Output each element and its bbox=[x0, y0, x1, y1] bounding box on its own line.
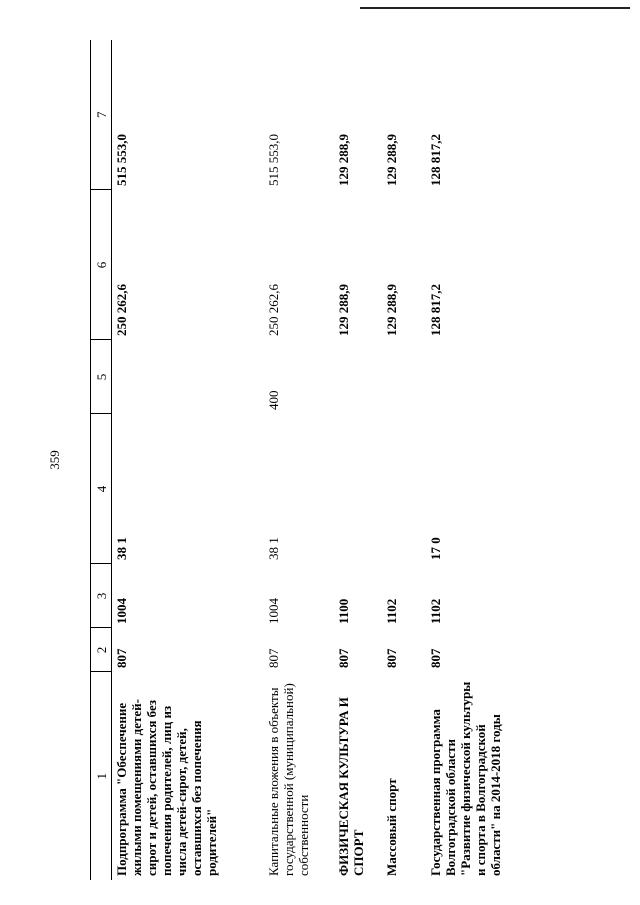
row-name: Государственная программа Волгоградской области "Развитие физической культуры и спорта в Волгоградской области" на 2014-2018 годы bbox=[428, 681, 503, 876]
row-name: ФИЗИЧЕСКАЯ КУЛЬТУРА И СПОРТ bbox=[336, 697, 366, 876]
cell-c6: 250 262,6 bbox=[114, 284, 129, 336]
header-row bbox=[91, 40, 112, 880]
row-name: Массовый спорт bbox=[384, 778, 399, 876]
budget-table bbox=[90, 40, 538, 880]
cell-c5 bbox=[336, 340, 384, 414]
row-name: Капитальные вложения в объекты государственной (муниципальной) собственности bbox=[266, 683, 311, 876]
table-row bbox=[428, 40, 538, 880]
header-col-1: 1 bbox=[91, 672, 112, 880]
cell-c7: 515 553,0 bbox=[114, 134, 129, 186]
cell-c4 bbox=[384, 414, 428, 564]
header-col-6: 6 bbox=[91, 190, 112, 340]
cell-c2: 807 bbox=[428, 648, 443, 668]
table-row bbox=[112, 40, 265, 880]
cell-c5 bbox=[112, 340, 265, 414]
header-col-3: 3 bbox=[91, 564, 112, 628]
cell-c4: 17 0 bbox=[428, 537, 443, 560]
table-row bbox=[384, 40, 428, 880]
header-col-7: 7 bbox=[91, 40, 112, 190]
header-col-4: 4 bbox=[91, 414, 112, 564]
cell-c2: 807 bbox=[266, 648, 281, 668]
cell-c4: 38 1 bbox=[266, 537, 281, 560]
cell-c3: 1100 bbox=[336, 598, 351, 624]
table-row bbox=[264, 40, 336, 880]
cell-c5 bbox=[428, 340, 538, 414]
cell-c7: 515 553,0 bbox=[266, 134, 281, 186]
cell-c3: 1102 bbox=[428, 598, 443, 624]
table-row bbox=[336, 40, 384, 880]
cell-c4: 38 1 bbox=[114, 537, 129, 560]
header-col-5: 5 bbox=[91, 340, 112, 414]
cell-c3: 1004 bbox=[266, 598, 281, 624]
cell-c6: 129 288,9 bbox=[336, 284, 351, 336]
cell-c3: 1004 bbox=[114, 598, 129, 624]
cell-c2: 807 bbox=[384, 648, 399, 668]
cell-c5: 400 bbox=[266, 390, 281, 410]
page-number: 359 bbox=[47, 450, 62, 470]
rotated-table-sheet bbox=[90, 40, 550, 880]
cell-c4 bbox=[336, 414, 384, 564]
cell-c7: 128 817,2 bbox=[428, 134, 443, 186]
cell-c2: 807 bbox=[336, 648, 351, 668]
cell-c7: 129 288,9 bbox=[384, 134, 399, 186]
cell-c6: 128 817,2 bbox=[428, 284, 443, 336]
header-col-2: 2 bbox=[91, 628, 112, 672]
cell-c2: 807 bbox=[114, 648, 129, 668]
cell-c6: 250 262,6 bbox=[266, 284, 281, 336]
cell-c5 bbox=[384, 340, 428, 414]
cell-c3: 1102 bbox=[384, 598, 399, 624]
cell-c7: 129 288,9 bbox=[336, 134, 351, 186]
row-name: Подпрограмма "Обеспечение жилыми помещениями детей-сирот и детей, оставшихся без попечения родителей, лиц из числа детей-сирот, детей, оставшихся без попечения родителей" bbox=[114, 699, 219, 876]
top-rule bbox=[360, 7, 630, 9]
cell-c6: 129 288,9 bbox=[384, 284, 399, 336]
